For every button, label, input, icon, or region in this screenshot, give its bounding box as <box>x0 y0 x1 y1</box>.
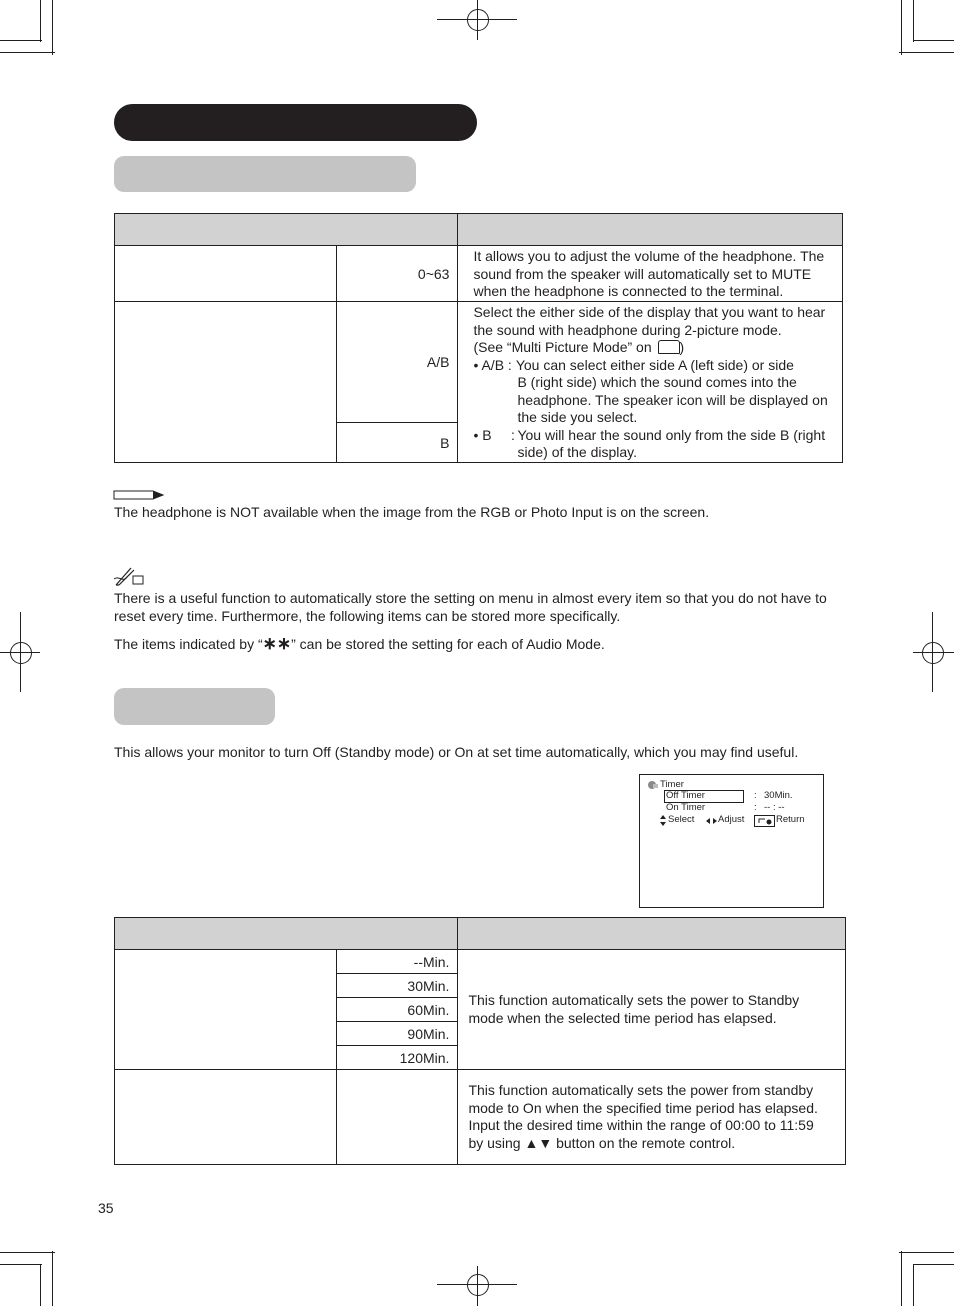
bullet-b <box>473 427 833 462</box>
osd-item-sep: : <box>754 790 757 801</box>
osd-item-on-timer[interactable]: On Timer <box>666 802 706 813</box>
page-number: 35 <box>98 1200 114 1216</box>
on-timer-desc: This function automatically sets the power from standby mode to On when the specified time period has elapsed. Input the desired time within the range of 00:00 to 11:59 by using <box>468 1082 818 1151</box>
value-cell: 90Min. <box>337 1022 458 1046</box>
bullet-text: You will hear the sound only from the side B (right side) of the display. <box>517 426 826 460</box>
description-cell <box>458 302 843 463</box>
subsection-bar <box>114 156 416 192</box>
headphone-settings-table <box>114 213 843 463</box>
item-cell <box>115 302 337 463</box>
osd-hint-select: Select <box>668 814 695 825</box>
item-cell <box>115 246 337 302</box>
table-row <box>115 1070 846 1165</box>
desc-text: Select the either side of the display that you want to hear the sound with headphone during 2-picture mode. <box>473 304 826 338</box>
osd-title: Timer <box>660 779 684 790</box>
timer-osd-screenshot <box>639 774 824 908</box>
osd-item-sep: : <box>754 802 757 813</box>
bullet-text-continued: B (right side) which the sound comes into the headphone. The speaker icon will be displayed on the side you select. <box>517 374 828 425</box>
description-cell: This function automatically sets the power to Standby mode when the selected time period has elapsed. <box>458 950 846 1070</box>
header-cell <box>458 214 843 246</box>
osd-off-timer-value: 30Min. <box>764 790 793 801</box>
memo-audio-note <box>114 635 844 654</box>
header-cell <box>115 918 458 950</box>
updown-arrows-glyph: ▲▼ <box>524 1134 553 1151</box>
osd-hint-return: Return <box>776 814 805 825</box>
value-cell: 120Min. <box>337 1046 458 1070</box>
note-text: The headphone is NOT available when the image from the RGB or Photo Input is on the screen. <box>114 504 710 520</box>
osd-hint-adjust: Adjust <box>718 814 745 825</box>
value-cell <box>337 1070 458 1165</box>
bullet-ab <box>473 357 833 375</box>
bullet-key: • B : <box>473 426 515 443</box>
item-cell <box>115 1070 337 1165</box>
on-timer-desc-end: button on the remote control. <box>556 1134 736 1151</box>
desc-see-reference <box>473 339 833 357</box>
header-cell <box>458 918 846 950</box>
osd-on-timer-value: -- : -- <box>764 802 785 813</box>
table-header-row <box>115 214 843 246</box>
return-button-icon <box>754 815 775 827</box>
memo-audio-pre: The items indicated by “ <box>114 636 263 652</box>
double-asterisk-mark: ∗∗ <box>262 634 292 653</box>
item-cell <box>115 950 337 1070</box>
table-row <box>115 246 843 302</box>
memo-text: There is a useful function to automatically store the setting on menu in almost every item so that you do not have to reset every time. Furthermore, the following items can be stored more specifically. <box>114 590 827 624</box>
value-cell: A/B <box>337 302 458 423</box>
value-cell: --Min. <box>337 950 458 974</box>
table-header-row <box>115 918 846 950</box>
bullet-text: You can select either side A (left side) or side <box>515 356 794 373</box>
memo-audio-post: ” can be stored the setting for each of Audio Mode. <box>291 636 605 652</box>
desc-see-end: ) <box>679 339 685 355</box>
memo-pencil-icon <box>113 565 145 587</box>
description-cell <box>458 1070 846 1165</box>
value-cell: 30Min. <box>337 974 458 998</box>
timer-intro-text: This allows your monitor to turn Off (Standby mode) or On at set time automatically, which you may find useful. <box>114 744 799 760</box>
leftright-arrow-icon <box>706 816 717 827</box>
description-cell: It allows you to adjust the volume of the headphone. The sound from the speaker will automatically set to MUTE when the headphone is connected to the terminal. <box>458 246 843 302</box>
table-row <box>115 302 843 423</box>
timer-subsection-bar <box>114 688 275 725</box>
section-title-bar <box>114 104 477 141</box>
value-cell: 0~63 <box>337 246 458 302</box>
value-cell: 60Min. <box>337 998 458 1022</box>
osd-item-off-timer[interactable]: Off Timer <box>666 790 705 801</box>
timer-settings-table <box>114 917 846 1165</box>
updown-arrow-icon <box>660 815 666 829</box>
book-icon <box>658 340 680 354</box>
note-icon <box>113 489 165 501</box>
bullet-key: • A/B : <box>473 356 512 373</box>
timer-menu-icon <box>647 781 658 789</box>
header-cell <box>115 214 458 246</box>
table-row <box>115 950 846 974</box>
desc-see-text: (See “Multi Picture Mode” on <box>473 339 652 355</box>
value-cell: B <box>337 423 458 463</box>
